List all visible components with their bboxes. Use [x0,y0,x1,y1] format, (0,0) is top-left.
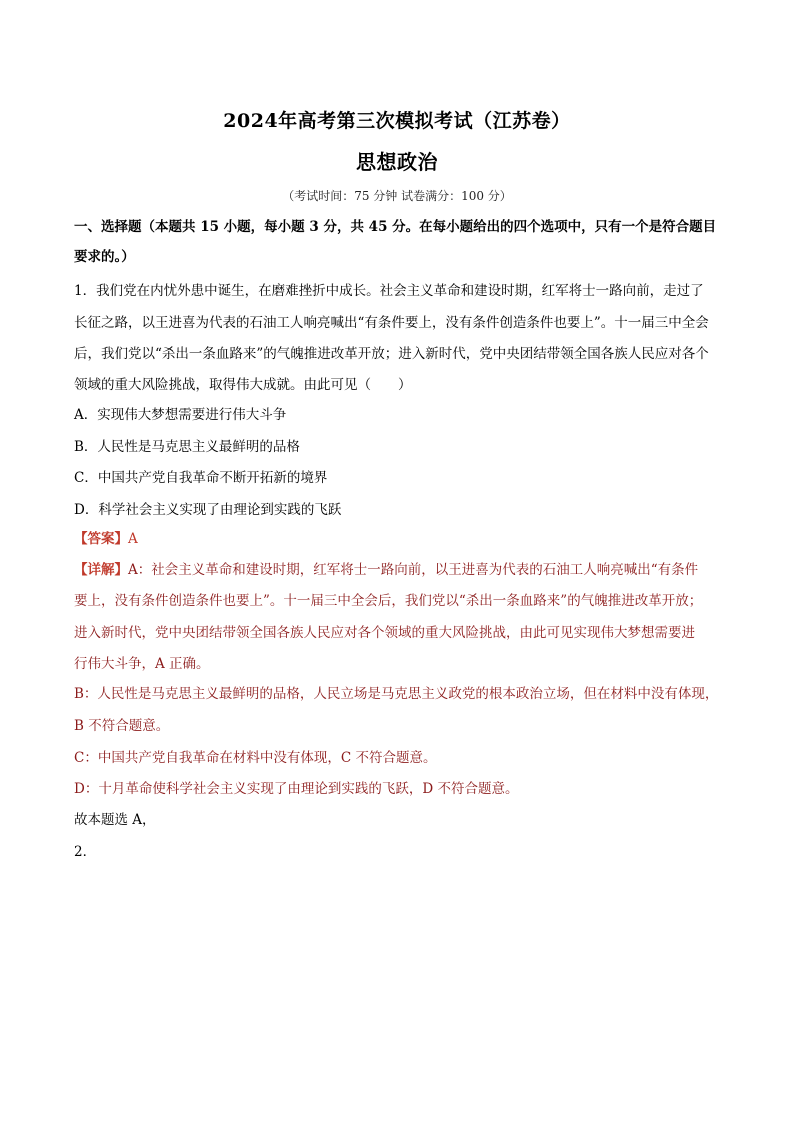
section-heading-line-1: 一、选择题（本题共 15 小题，每小题 3 分，共 45 分。在每小题给出的四个选项中，只有一个是符合题目 [74,219,717,235]
subject-title: 思想政治 [356,150,438,174]
detail-line-1 [74,560,724,580]
exam-info: （考试时间：75 分钟 试卷满分：100 分） [282,189,512,203]
option-a: A．实现伟大梦想需要进行伟大斗争 [74,407,287,423]
answer-line [74,529,724,549]
question-1-stem-line-4: 领域的重大风险挑战，取得伟大成就。由此可见（ ） [74,377,412,393]
detail-line-6: B 不符合题意。 [74,718,170,734]
detail-label: 【详解】 [74,562,128,578]
question-1-stem-line-3: 后，我们党以“杀出一条血路来”的气魄推进改革开放；进入新时代，党中央团结带领全国各族人民应对各个 [74,346,709,362]
option-b: B．人民性是马克思主义最鲜明的品格 [74,439,300,455]
detail-line-7: C：中国共产党自我革命在材料中没有体现，C 不符合题意。 [74,750,437,766]
detail-text-1: A：社会主义革命和建设时期，红军将士一路向前，以王进喜为代表的石油工人响亮喊出“有条件 [128,562,699,578]
answer-label: 【答案】 [74,531,128,547]
detail-line-3: 进入新时代，党中央团结带领全国各族人民应对各个领域的重大风险挑战，由此可见实现伟大梦想需要进 [74,625,695,641]
conclusion-line: 故本题选 A， [74,812,156,828]
option-d: D．科学社会主义实现了由理论到实践的飞跃 [74,502,342,518]
detail-line-2: 要上，没有条件创造条件也要上”。十一届三中全会后，我们党以“杀出一条血路来”的气魄推进改革开放； [74,593,703,609]
section-heading-line-2: 要求的。） [74,249,135,265]
question-2-number: 2． [74,844,97,860]
question-1-stem-line-1: 1．我们党在内忧外患中诞生，在磨难挫折中成长。社会主义革命和建设时期，红军将士一路向前，走过了 [74,283,704,299]
question-1-stem-line-2: 长征之路，以王进喜为代表的石油工人响亮喊出“有条件要上，没有条件创造条件也要上”。十一届三中全会 [74,315,709,331]
option-c: C．中国共产党自我革命不断开拓新的境界 [74,470,328,486]
detail-line-8: D：十月革命使科学社会主义实现了由理论到实践的飞跃，D 不符合题意。 [74,781,519,797]
exam-title: 2024年高考第三次模拟考试（江苏卷） [223,110,571,132]
detail-line-5: B：人民性是马克思主义最鲜明的品格，人民立场是马克思主义政党的根本政治立场，但在材料中没有体现， [74,686,719,702]
answer-value: A [128,531,138,547]
detail-line-4: 行伟大斗争，A 正确。 [74,656,210,672]
